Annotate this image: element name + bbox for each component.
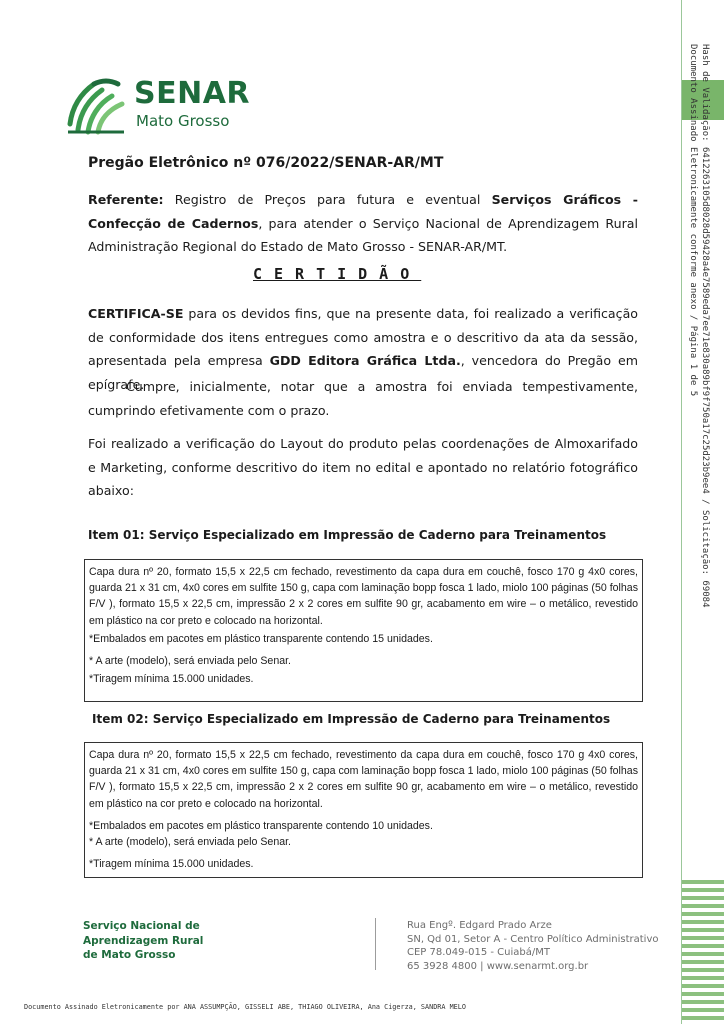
footer-address-line: SN, Qd 01, Setor A - Centro Político Administrativo xyxy=(407,933,659,945)
item-02-description: Capa dura nº 20, formato 15,5 x 22,5 cm fechado, revestimento da capa dura em couchê, fosco 170 g 4x0 cores, guarda 21 x 31 cm, 4x0 cores em sulfite 150 g, capa com laminação bopp fosca 1 lado, miolo 100 páginas (50 folhas F/V ), formato 15,5 x 22,5 cm, impressão 2 x 2 cores em sulfite 90 gr, acabamento em wire – o metálico, revestido em plástico na cor preto e colocado na horizontal. xyxy=(89,749,638,810)
referente-text-b: , para atender o Serviço Nacional de Aprendizagem Rural Administração Regional do Estado de Mato Grosso - SENAR-AR/MT. xyxy=(88,215,638,254)
item-01-spec-box xyxy=(84,559,643,702)
logo-wordmark: SENAR xyxy=(134,76,251,111)
margin-accent-stripes xyxy=(682,880,724,1024)
verificacao-paragraph: Foi realizado a verificação do Layout do produto pelas coordenações de Almoxarifado e Marketing, conforme descritivo do item no edital e apontado no relatório fotográfico abaixo: xyxy=(88,436,638,498)
footer-address xyxy=(407,919,658,973)
certifica-text-b: , vencedora do Pregão em epígrafe. xyxy=(88,353,638,392)
footer-contact-line: 65 3928 4800 | www.senarmt.org.br xyxy=(407,960,589,972)
item-01-description: Capa dura nº 20, formato 15,5 x 22,5 cm fechado, revestimento da capa dura em couchê, fosco 170 g 4x0 cores, guarda 21 x 31 cm, 4x0 cores em sulfite 150 g, capa com laminação bopp fosca 1 lado, miolo 100 páginas (50 folhas F/V ), formato 15,5 x 22,5 cm, impressão 2 x 2 cores em sulfite 90 gr, acabamento em wire – o metálico, revestido em plástico na cor preto e colocado na horizontal. xyxy=(89,566,638,627)
referente-label: Referente: xyxy=(88,192,164,207)
senar-logo xyxy=(64,72,254,142)
footer-address-line: CEP 78.049-015 - Cuiabá/MT xyxy=(407,947,550,958)
item-02-art-note: * A arte (modelo), será enviada pelo Senar. xyxy=(89,836,291,849)
cumpre-paragraph: Cumpre, inicialmente, notar que a amostra foi enviada tempestivamente, cumprindo efetivamente com o prazo. xyxy=(88,379,638,418)
item-01-packaging-note: *Embalados em pacotes em plástico transparente contendo 15 unidades. xyxy=(89,632,433,645)
signature-page-line: Documento Assinado Eletronicamente conforme anexo / Página 1 de 5 xyxy=(688,44,698,397)
referente-highlight: Serviços Gráficos - Confecção de Cadernos xyxy=(88,192,638,231)
electronic-signature-note: Documento Assinado Eletronicamente por ANA ASSUMPÇÃO, GISSELI ABE, THIAGO OLIVEIRA, Ana Cigerza, SANDRA MELO xyxy=(24,1003,466,1011)
footer-organization xyxy=(83,919,203,963)
senar-leaf-logo-icon xyxy=(64,74,128,136)
footer-divider xyxy=(375,918,376,970)
item-01-print-note: *Tiragem mínima 15.000 unidades. xyxy=(89,673,254,686)
document-title: Pregão Eletrônico nº 076/2022/SENAR-AR/MT xyxy=(88,155,444,171)
item-02-packaging-note: *Embalados em pacotes em plástico transparente contendo 10 unidades. xyxy=(89,819,433,832)
company-name: GDD Editora Gráfica Ltda. xyxy=(269,353,461,368)
certifica-label: CERTIFICA-SE xyxy=(88,306,184,321)
footer-org-line: Serviço Nacional de xyxy=(83,920,200,932)
logo-subtitle: Mato Grosso xyxy=(136,112,230,130)
footer-org-line: de Mato Grosso xyxy=(83,949,176,961)
validation-hash-note xyxy=(687,44,711,608)
item-01-title: Item 01: Serviço Especializado em Impressão de Caderno para Treinamentos xyxy=(88,528,607,542)
referente-text-a: Registro de Preços para futura e eventual xyxy=(163,192,492,207)
certifica-text-a: para os devidos fins, que na presente data, foi realizado a verificação de conformidade dos itens entregues como amostra e o descritivo da ata da sessão, apresentada pela empresa xyxy=(88,306,638,368)
footer-address-line: Rua Engº. Edgard Prado Arze xyxy=(407,920,552,931)
footer-org-line: Aprendizagem Rural xyxy=(83,934,204,947)
item-02-title: Item 02: Serviço Especializado em Impressão de Caderno para Treinamentos xyxy=(92,712,611,726)
validation-hash-line: Hash de Validação: 6412263105d8028d59428a4e7589eda7ee71e830a89bf9f750a17c25d23b9ee4 / Solicitação: 69084 xyxy=(700,44,710,608)
referente-paragraph xyxy=(88,188,638,259)
certidao-heading: CERTIDÃO xyxy=(253,265,422,283)
item-02-print-note: *Tiragem mínima 15.000 unidades. xyxy=(89,858,254,871)
item-01-art-note: * A arte (modelo), será enviada pelo Senar. xyxy=(89,655,291,668)
page-edge-rule xyxy=(681,0,682,1024)
item-02-spec-box xyxy=(84,742,643,878)
